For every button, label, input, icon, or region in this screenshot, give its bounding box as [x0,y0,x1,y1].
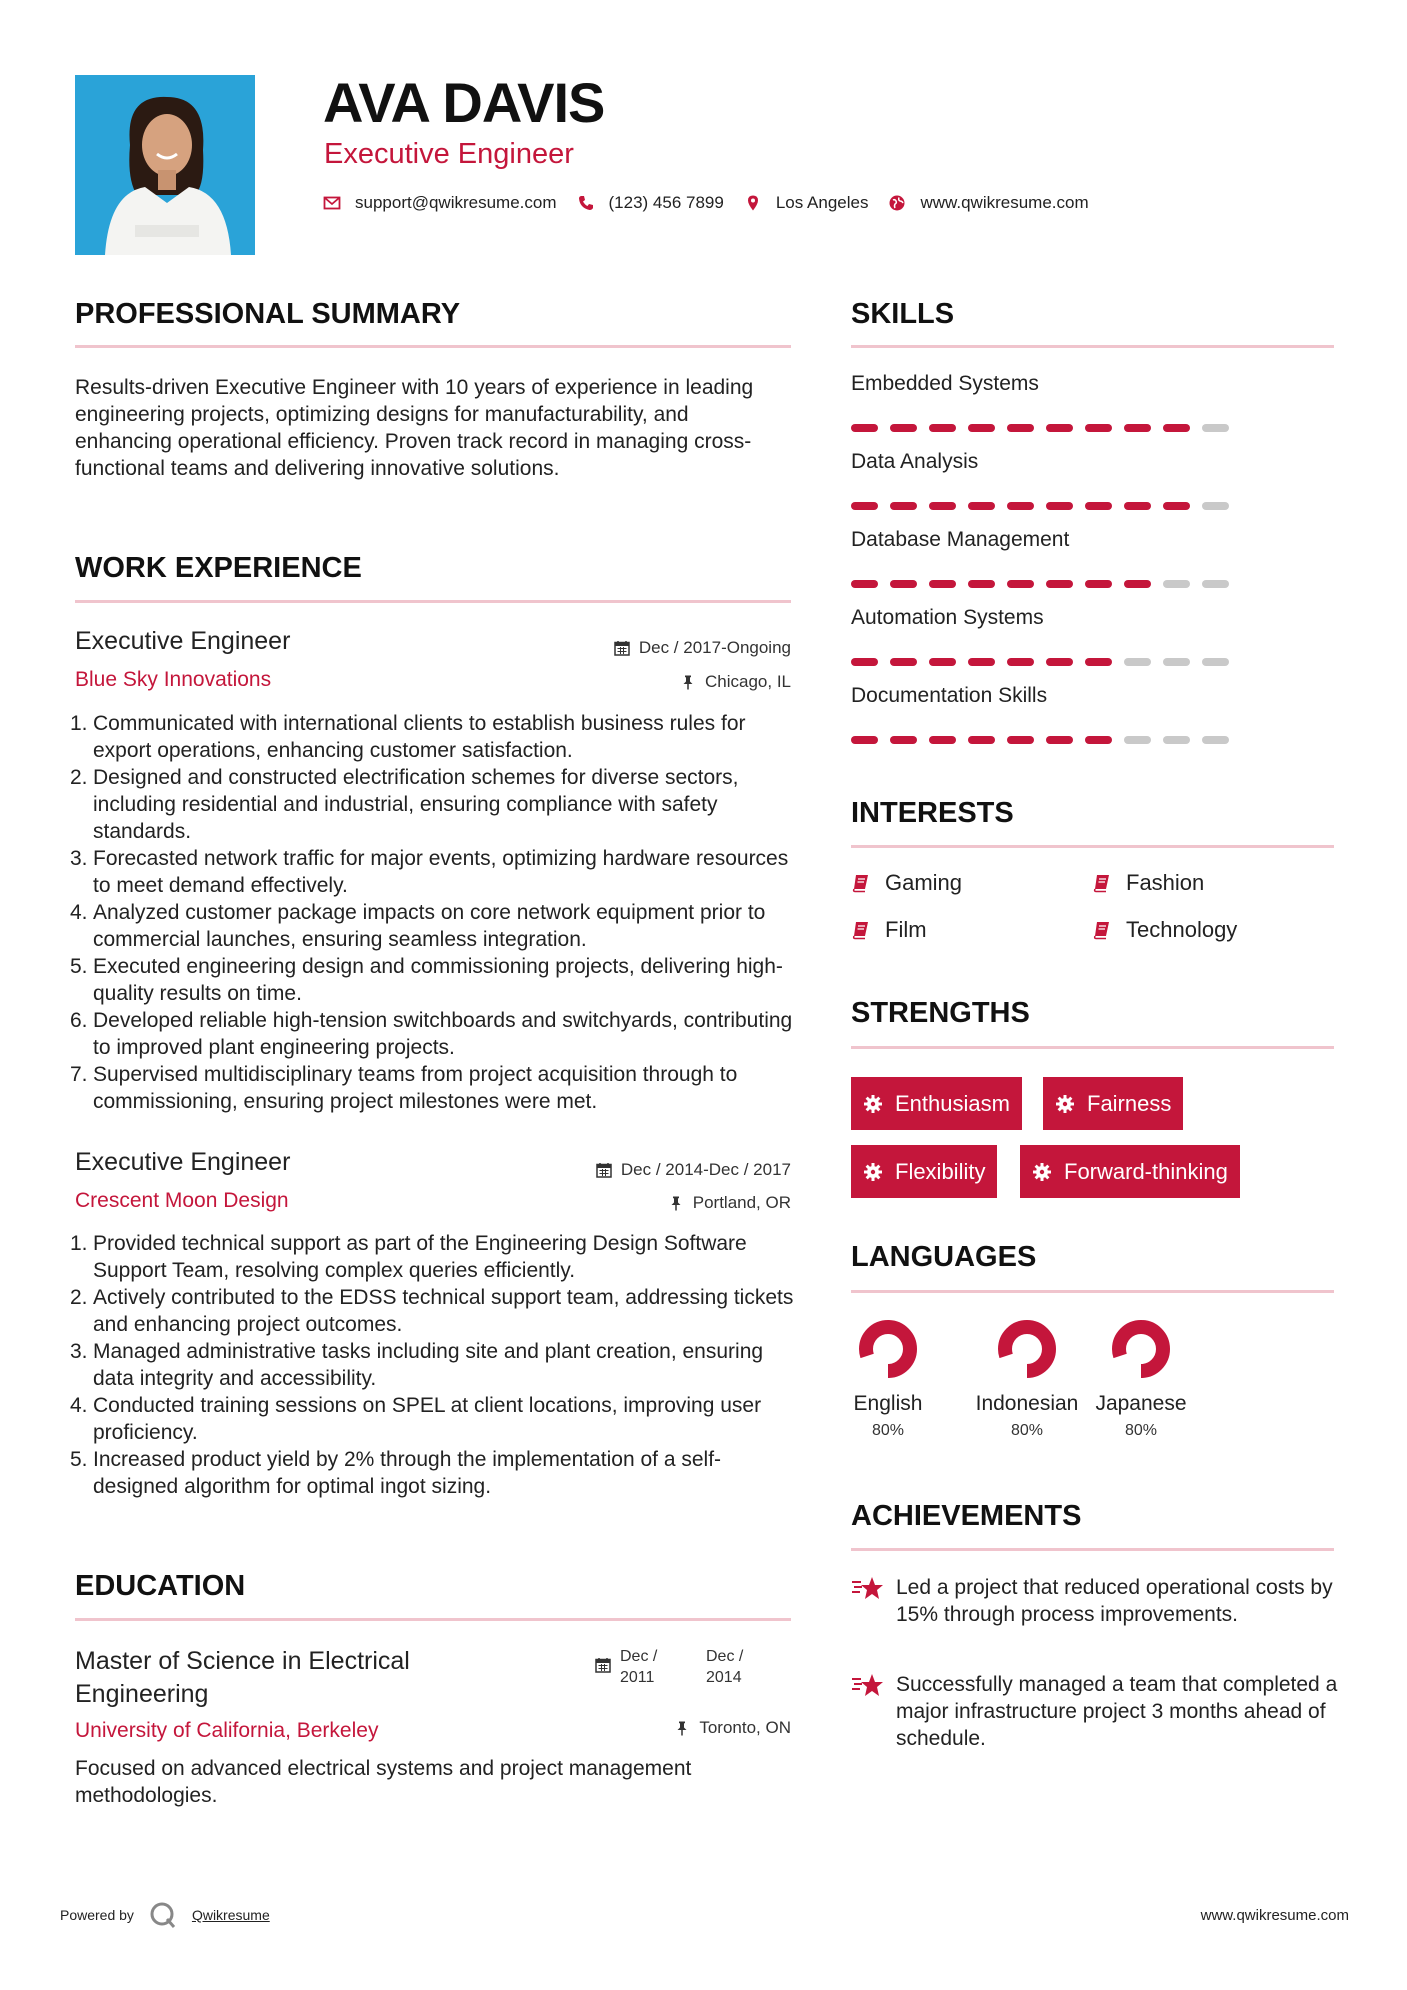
skill-segment-filled [929,424,956,432]
email-text: support@qwikresume.com [355,193,557,212]
job-dates-text: Dec / 2014-Dec / 2017 [620,1160,791,1179]
list-item: 7. Supervised multidisciplinary teams from project acquisition through to commissioning, ensuring project milestones were met. [70,1063,738,1113]
interests-rule [851,845,1334,848]
skill-segment-filled [851,736,878,744]
book-icon [851,920,871,940]
star-ribbon-icon [851,1574,885,1604]
skill-segment-filled [1124,502,1151,510]
list-item: 4. Conducted training sessions on SPEL at client locations, improving user proficiency. [70,1394,762,1444]
skill-segment-filled [1007,580,1034,588]
education-start: Dec / 2011 [620,1648,658,1686]
skill-name: Data Analysis [851,450,979,473]
strengths-heading: STRENGTHS [851,997,1030,1029]
job-dates-text: Dec / 2017-Ongoing [638,638,791,657]
phone-icon [577,194,595,212]
achievements-rule [851,1548,1334,1551]
website-text: www.qwikresume.com [920,193,1089,212]
contact-bar [323,193,1109,213]
strength-badge [1020,1145,1240,1198]
skill-name: Documentation Skills [851,684,1048,707]
summary-text: Results-driven Executive Engineer with 10 years of experience in leading engineering projects, optimizing designs for manufacturability, and enhancing operational efficiency. Proven track record in managing cross-functional teams and delivering innovative solutions. [75,376,754,480]
education-rule [75,1618,791,1621]
job-company: Blue Sky Innovations [75,668,272,691]
skill-name: Automation Systems [851,606,1044,629]
skill-segment-filled [890,580,917,588]
interest-label: Technology [1126,917,1238,942]
skill-level-bar [851,424,1241,432]
achievements-heading: ACHIEVEMENTS [851,1500,1082,1532]
skill-level-bar [851,580,1241,588]
language-item [972,1318,1082,1440]
achievement-item [851,1671,1341,1752]
strengths-rule [851,1046,1334,1049]
skill-segment-filled [1007,424,1034,432]
list-item: 5. Executed engineering design and commissioning projects, delivering high-quality results on time. [70,955,783,1005]
language-percent: 80% [871,1422,905,1439]
language-name: Japanese [1095,1392,1187,1415]
skill-name: Embedded Systems [851,372,1039,395]
skill-level-bar [851,658,1241,666]
experience-rule [75,600,791,603]
skill-segment-empty [1202,736,1229,744]
education-location [674,1718,791,1738]
skill-segment-empty [1202,502,1229,510]
interest-label: Film [885,917,927,942]
skills-heading: SKILLS [851,298,955,330]
interest-item [851,917,927,943]
skill-segment-empty [1202,658,1229,666]
map-pin-icon [744,194,762,212]
skill-segment-filled [1085,658,1112,666]
skill-segment-filled [1124,580,1151,588]
powered-by-text: Powered by [60,1907,134,1923]
achievement-text: Led a project that reduced operational costs by 15% through process improvements. [896,1576,1333,1626]
gear-icon [863,1162,883,1182]
skill-segment-filled [1046,736,1073,744]
job-dates [614,638,791,658]
skill-segment-filled [968,502,995,510]
skill-segment-filled [1085,580,1112,588]
candidate-title: Executive Engineer [324,138,574,170]
contact-phone[interactable] [577,193,724,213]
skill-segment-empty [1124,736,1151,744]
degree-title: Master of Science in Electrical Engineering [75,1647,410,1708]
skill-segment-filled [1007,658,1034,666]
summary-heading: PROFESSIONAL SUMMARY [75,298,461,330]
contact-email[interactable] [323,193,557,213]
interests-heading: INTERESTS [851,797,1014,829]
strength-label: Forward-thinking [1064,1158,1228,1184]
skill-segment-filled [1007,502,1034,510]
skill-segment-empty [1163,736,1190,744]
languages-heading: LANGUAGES [851,1241,1037,1273]
language-item [1086,1318,1196,1440]
language-gauge [996,1318,1058,1380]
education-end: Dec / 2014 [706,1648,744,1686]
skill-level-bar [851,502,1241,510]
list-item: 4. Analyzed customer package impacts on core network equipment prior to commercial launches, ensuring seamless integration. [70,901,766,951]
list-item: 5. Increased product yield by 2% through the implementation of a self-designed algorithm for optimal ingot sizing. [70,1448,722,1498]
interest-label: Gaming [885,870,963,895]
skill-level-bar [851,736,1241,744]
skill-segment-filled [929,502,956,510]
skills-rule [851,345,1334,348]
book-icon [1092,873,1112,893]
brand-link[interactable]: Qwikresume [191,1907,270,1923]
book-icon [1092,920,1112,940]
skill-segment-filled [1007,736,1034,744]
job-title: Executive Engineer [75,627,291,655]
skill-segment-filled [890,502,917,510]
gear-icon [1055,1094,1075,1114]
skill-segment-filled [968,424,995,432]
pushpin-icon [674,1720,690,1736]
skill-segment-filled [1085,736,1112,744]
job-bullets [70,1230,800,1500]
list-item: 2. Designed and constructed electrification schemes for diverse sectors, including residential and industrial, ensuring compliance with safety standards. [70,766,739,843]
strength-label: Flexibility [895,1158,986,1184]
skill-segment-filled [968,736,995,744]
language-name: English [853,1392,923,1415]
skill-segment-filled [968,658,995,666]
skill-segment-filled [851,658,878,666]
globe-icon [888,194,906,212]
contact-location [744,193,869,213]
strength-badge [851,1077,1022,1130]
footer-powered-by [60,1900,270,1930]
school-name: University of California, Berkeley [75,1719,379,1742]
envelope-icon [323,194,341,212]
job-title: Executive Engineer [75,1148,291,1176]
skill-segment-filled [1163,502,1190,510]
interest-item [1092,917,1237,943]
job-location-text: Portland, OR [692,1193,791,1212]
strength-label: Enthusiasm [895,1090,1010,1116]
gear-icon [863,1094,883,1114]
phone-text: (123) 456 7899 [608,193,724,212]
achievement-text: Successfully managed a team that completed a major infrastructure project 3 months ahead of schedule. [896,1673,1338,1750]
skill-segment-filled [968,580,995,588]
job-location [680,672,791,692]
language-name: Indonesian [975,1392,1079,1415]
job-dates [596,1160,791,1180]
list-item: 3. Forecasted network traffic for major events, optimizing hardware resources to meet demand effectively. [70,847,789,897]
job-location-text: Chicago, IL [705,672,791,691]
profile-photo [75,75,255,255]
strength-badge [1043,1077,1183,1130]
calendar-icon [595,1657,611,1673]
skill-segment-filled [1046,502,1073,510]
language-percent: 80% [1124,1422,1158,1439]
skill-segment-filled [890,424,917,432]
skill-segment-filled [1046,658,1073,666]
pushpin-icon [668,1195,684,1211]
strength-label: Fairness [1087,1090,1172,1116]
job-company: Crescent Moon Design [75,1189,289,1212]
skill-segment-filled [890,736,917,744]
list-item: 1. Communicated with international clients to establish business rules for export operations, enhancing customer satisfaction. [70,712,746,762]
education-description: Focused on advanced electrical systems and project management methodologies. [75,1757,692,1807]
language-gauge [1110,1318,1172,1380]
language-percent: 80% [1010,1422,1044,1439]
experience-heading: WORK EXPERIENCE [75,552,362,584]
skill-segment-filled [929,580,956,588]
languages-rule [851,1290,1334,1293]
skill-segment-empty [1163,580,1190,588]
education-location-text: Toronto, ON [699,1718,791,1737]
skill-segment-filled [929,658,956,666]
contact-website[interactable] [888,193,1088,213]
list-item: 3. Managed administrative tasks including site and plant creation, ensuring data integrity and accessibility. [70,1340,764,1390]
job-location [668,1193,791,1213]
education-heading: EDUCATION [75,1570,246,1602]
skill-segment-empty [1124,658,1151,666]
skill-segment-filled [851,502,878,510]
qwikresume-logo-icon [148,1900,178,1930]
book-icon [851,873,871,893]
skill-segment-filled [1085,424,1112,432]
calendar-icon [596,1162,612,1178]
footer-site-link[interactable]: www.qwikresume.com [1200,1907,1349,1924]
location-text: Los Angeles [775,193,869,212]
pushpin-icon [680,674,696,690]
summary-rule [75,345,791,348]
job-bullets [70,710,800,1115]
list-item: 1. Provided technical support as part of the Engineering Design Software Support Team, resolving complex queries efficiently. [70,1232,747,1282]
education-dates [595,1646,762,1688]
skill-segment-filled [851,424,878,432]
skill-segment-filled [1163,424,1190,432]
skill-segment-filled [929,736,956,744]
skill-segment-filled [1046,580,1073,588]
skill-segment-filled [1046,424,1073,432]
skill-segment-filled [851,580,878,588]
gear-icon [1032,1162,1052,1182]
strength-badge [851,1145,997,1198]
achievement-item [851,1574,1341,1628]
language-item [833,1318,943,1440]
skill-segment-empty [1202,424,1229,432]
list-item: 6. Developed reliable high-tension switchboards and switchyards, contributing to improved plant engineering projects. [70,1009,793,1059]
list-item: 2. Actively contributed to the EDSS technical support team, addressing tickets and enhancing project outcomes. [70,1286,794,1336]
skill-segment-empty [1163,658,1190,666]
skill-name: Database Management [851,528,1070,551]
skill-segment-filled [1124,424,1151,432]
candidate-name: AVA DAVIS [323,71,605,134]
interest-item [851,870,962,896]
skill-segment-empty [1202,580,1229,588]
star-ribbon-icon [851,1671,885,1701]
skill-segment-filled [1085,502,1112,510]
interest-item [1092,870,1204,896]
calendar-icon [614,640,630,656]
interest-label: Fashion [1126,870,1205,895]
skill-segment-filled [890,658,917,666]
language-gauge [857,1318,919,1380]
